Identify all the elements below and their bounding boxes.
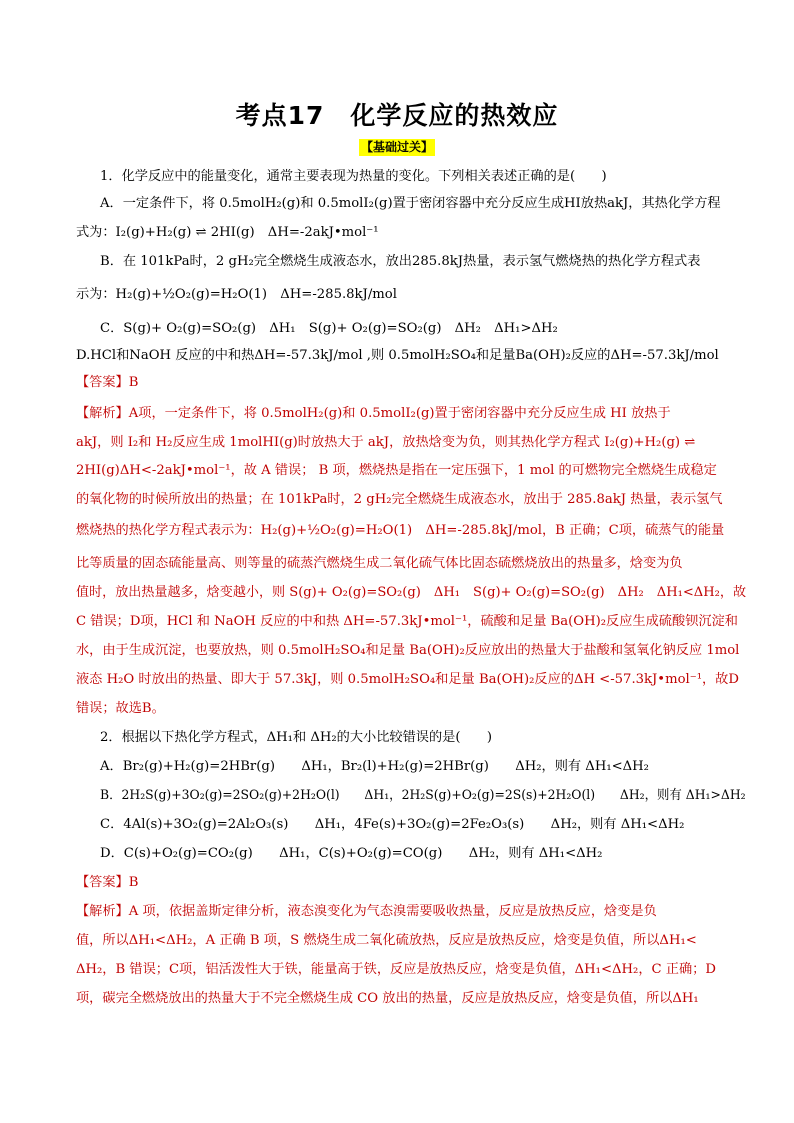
q2-answer: 【答案】B [76, 875, 139, 890]
q2-option-a: A．Br₂(g)+H₂(g)=2HBr(g) ΔH₁，Br₂(l)+H₂(g)=2HBr(g) ΔH₂，则有 ΔH₁<ΔH₂ [100, 759, 649, 774]
page-title: 考点17 化学反应的热效应 [235, 101, 559, 130]
section-badge: 【基础过关】 [360, 140, 433, 154]
q1-stem: 1．化学反应中的能量变化，通常主要表现为热量的变化。下列相关表述正确的是( ) [100, 169, 607, 184]
q1-analysis-line: 值时，放出热量越多，焓变越小，则 S(g)+ O₂(g)=SO₂(g) ΔH₁ S(g)+ O₂(g)=SO₂(g) ΔH₂ ΔH₁<ΔH₂，故 [76, 585, 747, 600]
q1-analysis-line: 错误；故选B。 [76, 701, 165, 716]
q1-analysis-line: 燃烧热的热化学方程式表示为：H₂(g)+½O₂(g)=H₂O(1) ΔH=-285.8kJ/mol，B 正确；C项，硫蒸气的能量 [76, 523, 725, 538]
q1-analysis-line: 【解析】A项，一定条件下，将 0.5molH₂(g)和 0.5molI₂(g)置于密闭容器中充分反应生成 HI 放热于 [76, 406, 671, 421]
q1-analysis-line: akJ，则 I₂和 H₂反应生成 1molHI(g)时放热大于 akJ，放热焓变为负，则其热化学方程式 I₂(g)+H₂(g) ⇌ [76, 435, 696, 450]
q1-option-b-line1: B．在 101kPa时，2 gH₂完全燃烧生成液态水，放出285.8kJ热量，表示氢气燃烧热的热化学方程式表 [100, 254, 701, 269]
q2-analysis-line: 值，所以ΔH₁<ΔH₂，A 正确 B 项，S 燃烧生成二氧化硫放热，反应是放热反应，焓变是负值，所以ΔH₁< [76, 933, 697, 948]
q1-analysis-line: 水，由于生成沉淀，也要放热，则 0.5molH₂SO₄和足量 Ba(OH)₂反应放出的热量大于盐酸和氢氧化钠反应 1mol [76, 643, 740, 658]
q1-option-b-line2: 示为：H₂(g)+½O₂(g)=H₂O(1) ΔH=-285.8kJ/mol [76, 287, 397, 302]
q1-analysis-line: 液态 H₂O 时放出的热量、即大于 57.3kJ，则 0.5molH₂SO₄和足量 Ba(OH)₂反应的ΔH <-57.3kJ•mol⁻¹，故D [76, 672, 739, 687]
q2-option-c: C．4Al(s)+3O₂(g)=2Al₂O₃(s) ΔH₁，4Fe(s)+3O₂(g)=2Fe₂O₃(s) ΔH₂，则有 ΔH₁<ΔH₂ [100, 817, 685, 832]
q1-answer: 【答案】B [76, 375, 139, 390]
q2-analysis-line: 项，碳完全燃烧放出的热量大于不完全燃烧生成 CO 放出的热量，反应是放热反应，焓变是负值，所以ΔH₁ [76, 991, 699, 1006]
q2-stem: 2．根据以下热化学方程式，ΔH₁和 ΔH₂的大小比较错误的是( ) [100, 730, 492, 745]
q2-option-d: D．C(s)+O₂(g)=CO₂(g) ΔH₁，C(s)+O₂(g)=CO(g) ΔH₂，则有 ΔH₁<ΔH₂ [100, 846, 603, 861]
q1-option-a-line2: 式为：I₂(g)+H₂(g) ⇌ 2HI(g) ΔH=-2akJ•mol⁻¹ [76, 225, 379, 240]
badge-wrap [0, 136, 794, 156]
q1-option-a-line1: A．一定条件下，将 0.5molH₂(g)和 0.5molI₂(g)置于密闭容器中充分反应生成HI放热akJ，其热化学方程 [100, 196, 721, 211]
q2-option-b: B．2H₂S(g)+3O₂(g)=2SO₂(g)+2H₂O(l) ΔH₁，2H₂S(g)+O₂(g)=2S(s)+2H₂O(l) ΔH₂，则有 ΔH₁>ΔH₂ [100, 788, 746, 803]
q1-analysis-line: 比等质量的固态硫能量高、则等量的硫蒸汽燃烧生成二氧化硫气体比固态硫燃烧放出的热量多，焓变为负 [76, 556, 683, 571]
q1-option-d: D.HCl和NaOH 反应的中和热ΔH=-57.3kJ/mol ,则 0.5molH₂SO₄和足量Ba(OH)₂反应的ΔH=-57.3kJ/mol [76, 348, 719, 363]
q2-analysis-line: 【解析】A 项，依据盖斯定律分析，液态溴变化为气态溴需要吸收热量，反应是放热反应，焓变是负 [76, 904, 657, 919]
q2-analysis-line: ΔH₂，B 错误；C项，铝活泼性大于铁，能量高于铁，反应是放热反应，焓变是负值，ΔH₁<ΔH₂，C 正确；D [76, 962, 716, 977]
q1-option-c: C．S(g)+ O₂(g)=SO₂(g) ΔH₁ S(g)+ O₂(g)=SO₂(g) ΔH₂ ΔH₁>ΔH₂ [100, 321, 558, 336]
q1-analysis-line: 的氧化物的时候所放出的热量；在 101kPa时，2 gH₂完全燃烧生成液态水，放出于 285.8akJ 热量，表示氢气 [76, 492, 723, 507]
q1-analysis-line: C 错误；D项，HCl 和 NaOH 反应的中和热 ΔH=-57.3kJ•mol⁻¹，硫酸和足量 Ba(OH)₂反应生成硫酸钡沉淀和 [76, 614, 738, 629]
q1-analysis-line: 2HI(g)ΔH<-2akJ•mol⁻¹，故 A 错误； B 项，燃烧热是指在一定压强下，1 mol 的可燃物完全燃烧生成稳定 [76, 463, 717, 478]
